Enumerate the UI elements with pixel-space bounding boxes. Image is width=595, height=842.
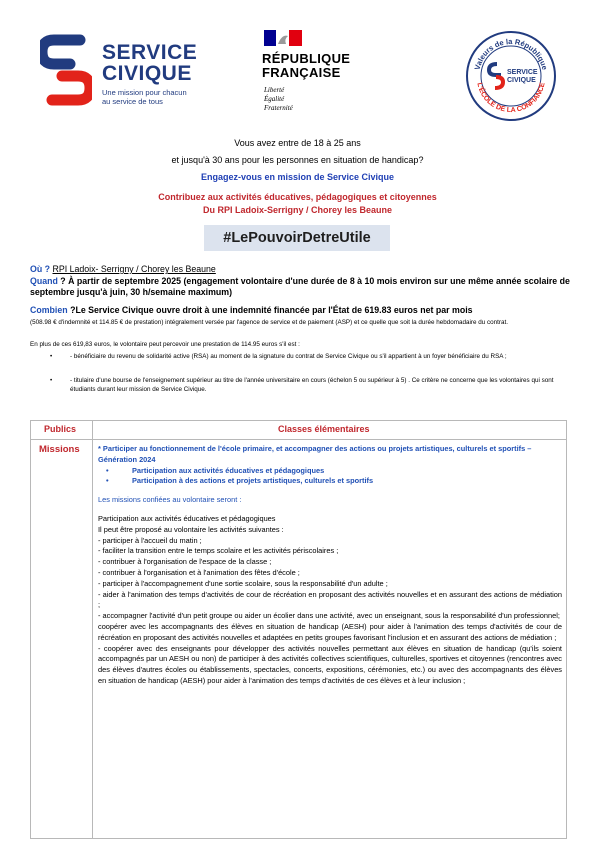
svg-text:L'ÉCOLE DE LA CONFIANCE: L'ÉCOLE DE LA CONFIANCE (475, 82, 547, 115)
list-item: coopérer avec les accompagnants des élèves en situation de handicap (AESH) pour aider à l'animation des temps d'activités de cour de récréation en proposant des activités nouvelles et adaptées en petits groupes favorisant l'inclusion et en assurant des actions de médiation ; (98, 621, 562, 642)
missions-proposed: Il peut être proposé au volontaire les activités suivantes : (98, 524, 284, 534)
list-item: - coopérer avec des enseignants pour développer des activités nouvelles permettant aux élèves en situation de handicap (qu'ils soient accompagnés par un AESH ou non) de participer à des activités collectives scientifiques, culturelles, sportives et citoyennes (rencontres avec des élèves d'autres écoles ou établissements, spectacles, concerts, expositions, cérémonies, etc.) ou avec des accompagnants des élèves en situation de handicap (AESH) pour aider à l'animation des temps d'activités de ces élèves et à leur inclusion ; (98, 643, 562, 685)
intro-age-line: Vous avez entre de 18 à 25 ans (234, 138, 361, 148)
list-item: - contribuer à l'organisation et à l'animation des fêtes d'école ; (98, 567, 300, 577)
info-quand (30, 276, 570, 299)
service-civique-logo (40, 30, 198, 120)
info-ou-label: Où ? (30, 264, 51, 274)
republique-francaise-logo (262, 30, 362, 125)
seal-badge-icon (465, 30, 557, 122)
intro-contribuez-line: Contribuez aux activités éducatives, pédagogiques et citoyennes (158, 192, 437, 202)
missions-bullet-educatives: • Participation aux activités éducatives et pédagogiques (98, 466, 562, 477)
list-item: - participer à l'accueil du matin ; (98, 535, 202, 545)
svg-text:Valeurs de la République: Valeurs de la République (472, 36, 550, 71)
missions-title: Les missions confiées au volontaire seront : (98, 495, 242, 505)
missions-intro: * Participer au fonctionnement de l'école primaire, et accompagner des actions ou projets artistiques, culturels et sportifs – Génération 2024 (98, 444, 532, 464)
missions-content (98, 444, 562, 687)
intro-handicap-line: et jusqu'à 30 ans pour les personnes en situation de handicap? (171, 155, 424, 165)
service-civique-title: SERVICE CIVIQUE (102, 41, 198, 85)
list-item: - contribuer à l'organisation de l'espace de la classe ; (98, 557, 272, 567)
missions-section-title: Participation aux activités éducatives et pédagogiques (98, 513, 276, 523)
info-plus: En plus de ces 619,83 euros, le volontaire peut percevoir une prestation de 114.95 euros s'il est : (30, 341, 300, 348)
info-quand-label: Quand (30, 276, 58, 286)
info-combien-label: Combien (30, 305, 68, 315)
info-bullet-rsa: • - bénéficiaire du revenu de solidarité active (RSA) au moment de la signature du contrat de Service Civique ou s'il appartient à un foyer bénéficiaire du RSA ; (50, 353, 507, 360)
table-header-classes: Classes élémentaires (278, 424, 370, 434)
info-ou (30, 264, 570, 275)
svg-text:SERVICE: SERVICE (507, 69, 538, 76)
intro-rpi-line: Du RPI Ladoix-Serrigny / Chorey les Beaune (202, 205, 393, 215)
list-item: - accompagner l'activité d'un petit groupe ou aider un écolier dans une activité, avec un enseignant, sous la responsabilité d'un professionnel; (98, 611, 560, 621)
list-item: - aider à l'animation des temps d'activités de cour de récréation en proposant des activités nouvelles et en assurant des actions de médiation ; (98, 589, 562, 610)
marianne-flag-icon (264, 30, 302, 46)
info-combien (30, 305, 570, 316)
service-civique-s-icon (40, 34, 92, 106)
info-ou-value: RPI Ladoix- Serrigny / Chorey les Beaune (52, 264, 216, 274)
svg-text:CIVIQUE: CIVIQUE (507, 77, 536, 84)
bullet-icon: • (50, 377, 53, 384)
info-combien-value: ?Le Service Civique ouvre droit à une indemnité financée par l'État de 619.83 euros net par mois (67, 305, 473, 315)
info-detail: (508.98 € d'indemnité et 114.85 € de prestation) intégralement versée par l'agence de service et de paiement (ASP) et ce quelle que soit la durée hebdomadaire du contrat. (30, 319, 509, 326)
list-item: - participer à l'accompagnement d'une sortie scolaire, sous la responsabilité d'un adulte ; (98, 578, 388, 588)
hashtag-banner: #LePouvoirDetreUtile (204, 225, 390, 251)
table-row-label-missions: Missions (39, 444, 80, 455)
republique-francaise-name: RÉPUBLIQUE FRANÇAISE (262, 51, 351, 80)
table-header-publics: Publics (44, 424, 77, 434)
republique-motto: Liberté Égalité Fraternité (264, 86, 293, 112)
bullet-icon: • (50, 353, 53, 360)
table-column-divider (92, 421, 93, 838)
info-quand-value: ? À partir de septembre 2025 (engagement volontaire d'une durée de 8 à 10 mois environ sur une même année scolaire de septembre jusqu'à juin, 30 h/semaine maximum) (30, 276, 570, 298)
missions-bullet-artistiques: • Participation à des actions et projets artistiques, culturels et sportifs (98, 476, 562, 487)
valeurs-republique-seal (465, 30, 557, 122)
list-item: - faciliter la transition entre le temps scolaire et les activités périscolaires ; (98, 546, 339, 556)
missions-table (30, 420, 567, 839)
info-bullet-bourse: • - titulaire d'une bourse de l'enseignement supérieur au titre de l'année universitaire en cours (échelon 5 ou supérieur à 5) . Ce critère ne concerne que les volontaires qui sont étudiants durant leur mission de Service Civique. (50, 377, 554, 393)
service-civique-tagline: Une mission pour chacun au service de tous (102, 88, 187, 106)
intro-engagez-line: Engagez-vous en mission de Service Civique (200, 172, 395, 182)
